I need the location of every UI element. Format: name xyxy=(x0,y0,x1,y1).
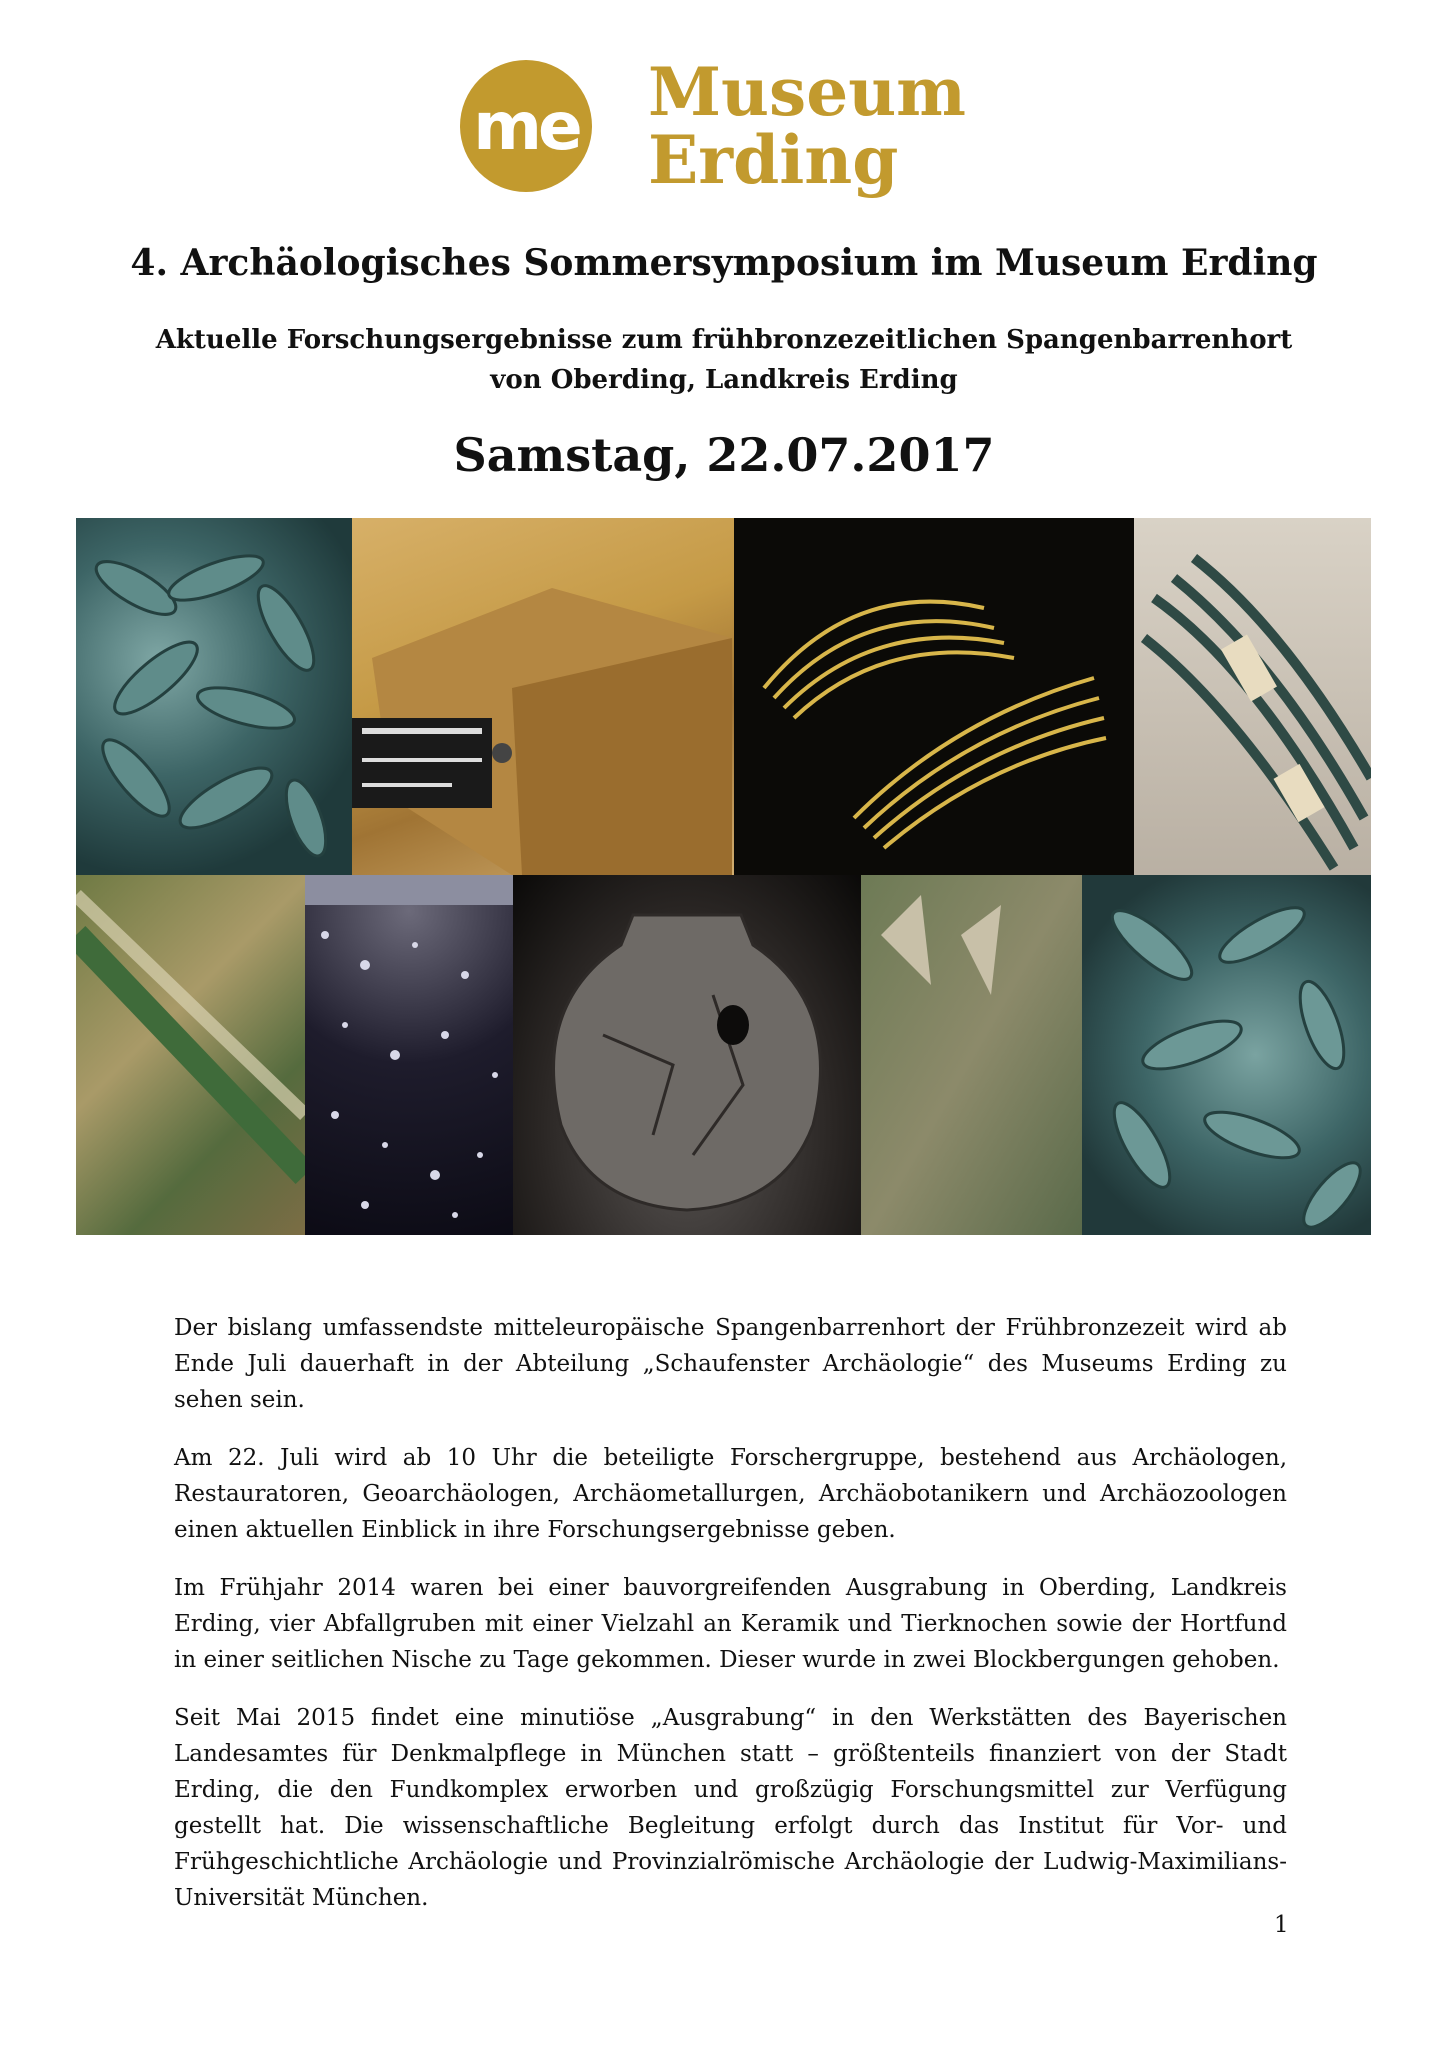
photo-bundled-ribs xyxy=(1134,518,1371,875)
paragraph-2: Am 22. Juli wird ab 10 Uhr die beteiligte Forschergruppe, bestehend aus Archäologen, Restauratoren, Geoarchäologen, Archäometallurgen, Archäobotanikern und Archäozoologen einen aktuellen Einblick in ihre Forschungsergebnisse geben. xyxy=(174,1445,1287,1543)
logo-line-2: Erding xyxy=(648,121,899,199)
museum-logo xyxy=(460,53,967,199)
paragraph-3: Im Frühjahr 2014 waren bei einer bauvorgreifenden Ausgrabung in Oberding, Landkreis Erding, vier Abfallgruben mit einer Vielzahl an Keramik und Tierknochen sowie der Hortfund in einer seitlichen Nische zu Tage gekommen. Dieser wurde in zwei Blockbergungen gehoben. xyxy=(174,1575,1287,1673)
paragraph-4: Seit Mai 2015 findet eine minutiöse „Ausgrabung“ in den Werkstätten des Bayerischen Landesamtes für Denkmalpflege in München statt – größtenteils finanziert von der Stadt Erding, die den Fundkomplex erworben und großzügig Forschungsmittel zur Verfügung gestellt hat. Die wissenschaftliche Begleitung erfolgt durch das Institut für Vor- und Frühgeschichtliche Archäologie und Provinzialrömische Archäologie der Ludwig-Maximilians-Universität München. xyxy=(174,1705,1287,1911)
photo-gold-ribs xyxy=(734,518,1134,875)
subtitle-line-2: von Oberding, Landkreis Erding xyxy=(490,365,958,395)
photo-textile-remains xyxy=(76,875,305,1235)
logo-mark: me xyxy=(460,60,592,192)
photo-excavation-block xyxy=(352,518,734,875)
logo-line-1: Museum xyxy=(648,53,967,131)
photo-collage xyxy=(76,518,1371,1235)
logo-wordmark xyxy=(648,53,967,199)
page-number: 1 xyxy=(1274,1912,1289,1938)
photo-bronze-surface xyxy=(861,875,1082,1235)
page-title: 4. Archäologisches Sommersymposium im Museum Erding xyxy=(130,242,1318,284)
page-subtitle xyxy=(0,320,1448,400)
paragraph-1: Der bislang umfassendste mitteleuropäische Spangenbarrenhort der Frühbronzezeit wird ab Ende Juli dauerhaft in der Abteilung „Schaufenster Archäologie“ des Museums Erding zu sehen sein. xyxy=(174,1315,1287,1413)
photo-ceramic-vessel xyxy=(513,875,861,1235)
photo-bronze-ribs-hoard xyxy=(76,518,352,875)
subtitle-line-1: Aktuelle Forschungsergebnisse zum frühbronzezeitlichen Spangenbarrenhort xyxy=(155,325,1293,355)
body-text xyxy=(174,1310,1287,1938)
photo-bronze-ribs-closeup xyxy=(1082,875,1371,1235)
event-date: Samstag, 22.07.2017 xyxy=(453,428,995,482)
photo-bubbles-microscopy xyxy=(305,875,513,1235)
